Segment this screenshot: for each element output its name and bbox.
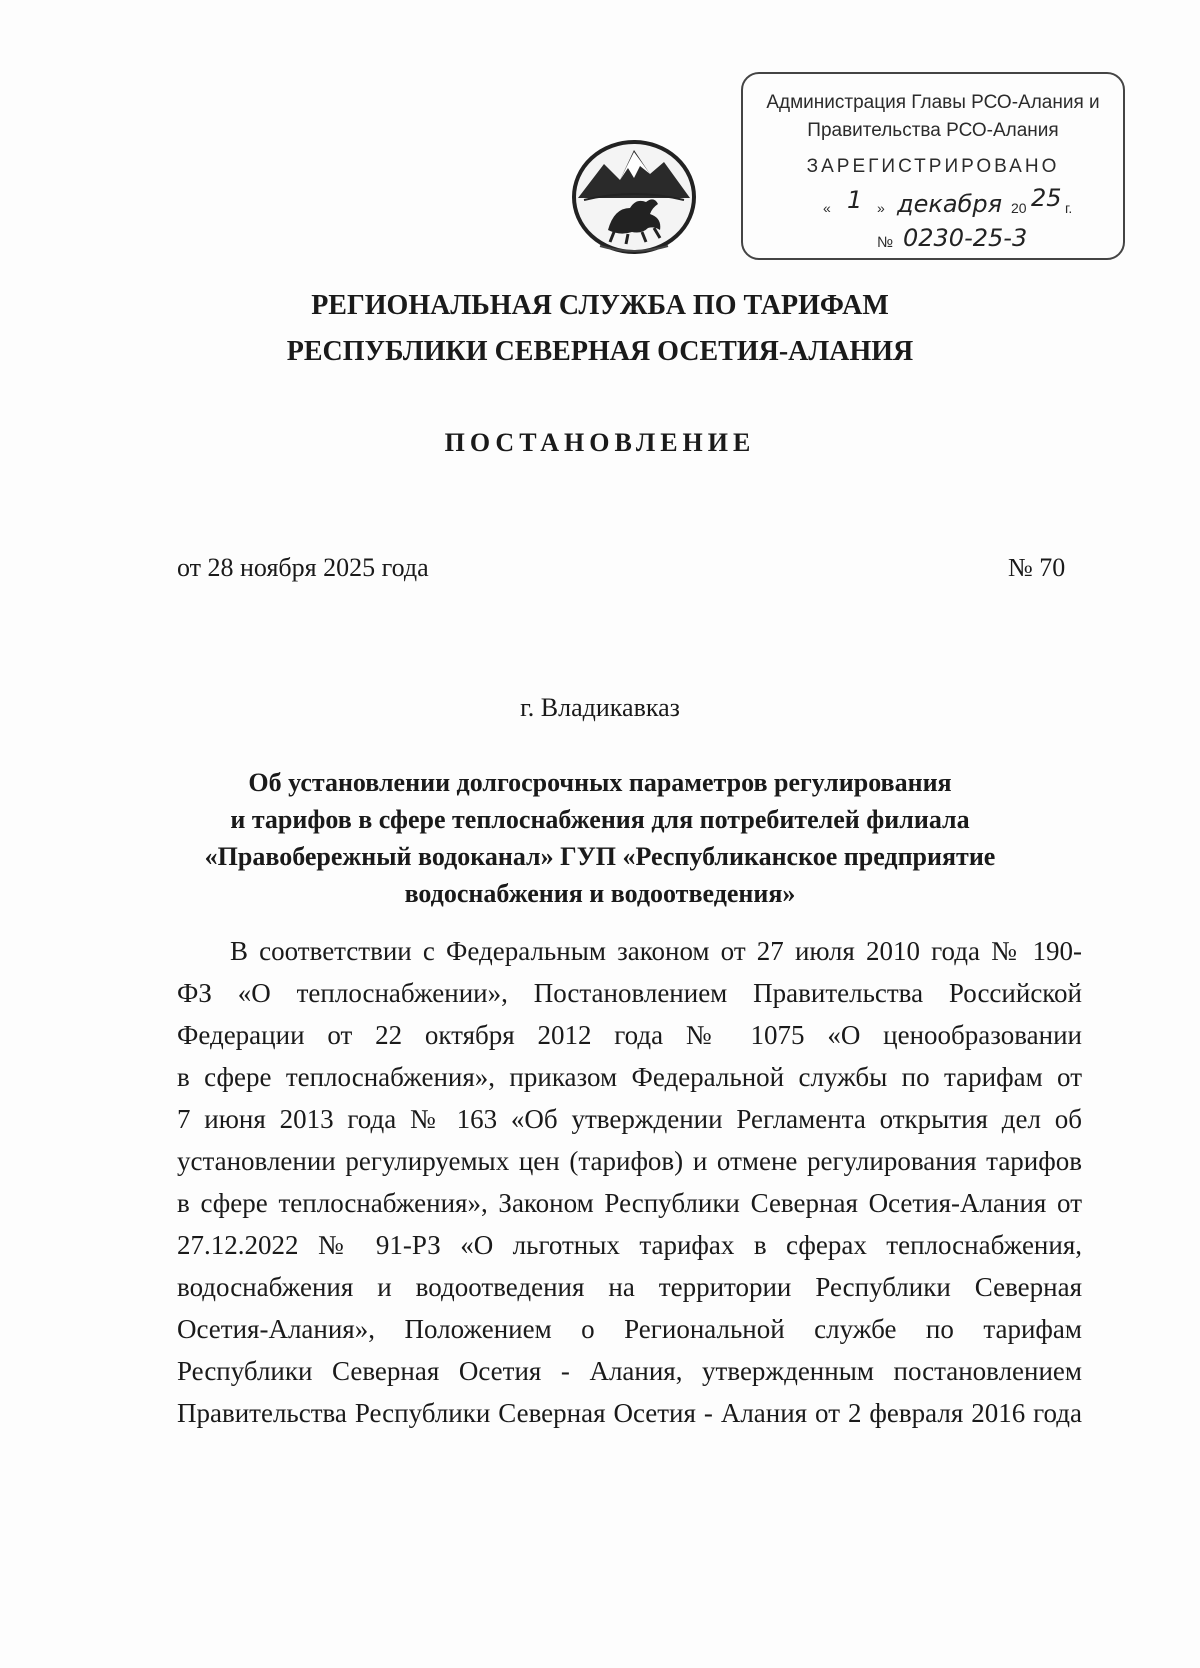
stamp-number-label: №	[877, 234, 894, 251]
stamp-date-open-quote: «	[823, 200, 831, 216]
subject-line: и тарифов в сфере теплоснабжения для потребителей филиала	[230, 805, 970, 834]
body-line: В соответствии с Федеральным законом от 27 июля 2010 года № 190-	[230, 936, 1082, 966]
body-line: Федерации от 22 октября 2012 года № 1075 «О ценообразовании	[177, 1020, 1082, 1050]
document-type-title: ПОСТАНОВЛЕНИЕ	[444, 428, 756, 457]
document-number: № 70	[1008, 553, 1066, 582]
stamp-number-value: 0230-25-3	[903, 224, 1028, 252]
subject-line: водоснабжения и водоотведения»	[404, 879, 796, 908]
stamp-date-day: 1	[847, 186, 863, 214]
stamp-date-year-suffix: 25	[1031, 184, 1062, 212]
body-line: Осетия-Алания», Положением о Региональной службе по тарифам	[177, 1314, 1082, 1344]
stamp-date-row	[819, 184, 1099, 222]
organization-name-line2: РЕСПУБЛИКИ СЕВЕРНАЯ ОСЕТИЯ-АЛАНИЯ	[286, 336, 914, 367]
body-line: ФЗ «О теплоснабжении», Постановлением Правительства Российской	[177, 978, 1082, 1008]
registration-stamp	[741, 72, 1125, 260]
stamp-registered-label: ЗАРЕГИСТРИРОВАНО	[806, 156, 1060, 177]
document-city: г. Владикавказ	[520, 693, 680, 722]
body-line: Республики Северная Осетия - Алания, утвержденным постановлением	[177, 1356, 1082, 1386]
body-line: 27.12.2022 № 91-РЗ «О льготных тарифах в сферах теплоснабжения,	[177, 1230, 1082, 1260]
body-line: в сфере теплоснабжения», приказом Федеральной службы по тарифам от	[177, 1062, 1082, 1092]
stamp-authority-line2: Правительства РСО-Алания	[807, 120, 1059, 141]
body-line: водоснабжения и водоотведения на территории Республики Северная	[177, 1272, 1082, 1302]
subject-line: «Правобережный водоканал» ГУП «Республиканское предприятие	[204, 842, 996, 871]
body-line: в сфере теплоснабжения», Законом Республики Северная Осетия-Алания от	[177, 1188, 1082, 1218]
stamp-authority-line1: Администрация Главы РСО-Алания и	[766, 92, 1100, 113]
coat-of-arms-icon	[570, 138, 698, 256]
document-date: от 28 ноября 2025 года	[177, 553, 429, 582]
stamp-date-year-abbr: г.	[1065, 200, 1073, 216]
body-line: 7 июня 2013 года № 163 «Об утверждении Регламента открытия дел об	[177, 1104, 1082, 1134]
body-line: Правительства Республики Северная Осетия - Алания от 2 февраля 2016 года	[177, 1398, 1082, 1428]
stamp-date-close-quote: »	[877, 200, 885, 216]
body-line: установлении регулируемых цен (тарифов) и отмене регулирования тарифов	[177, 1146, 1082, 1176]
stamp-date-month: декабря	[897, 190, 1003, 218]
stamp-number-row	[877, 226, 1097, 254]
subject-line: Об установлении долгосрочных параметров регулирования	[248, 768, 952, 797]
organization-name-line1: РЕГИОНАЛЬНАЯ СЛУЖБА ПО ТАРИФАМ	[311, 290, 889, 321]
stamp-date-year-prefix: 20	[1011, 200, 1027, 216]
